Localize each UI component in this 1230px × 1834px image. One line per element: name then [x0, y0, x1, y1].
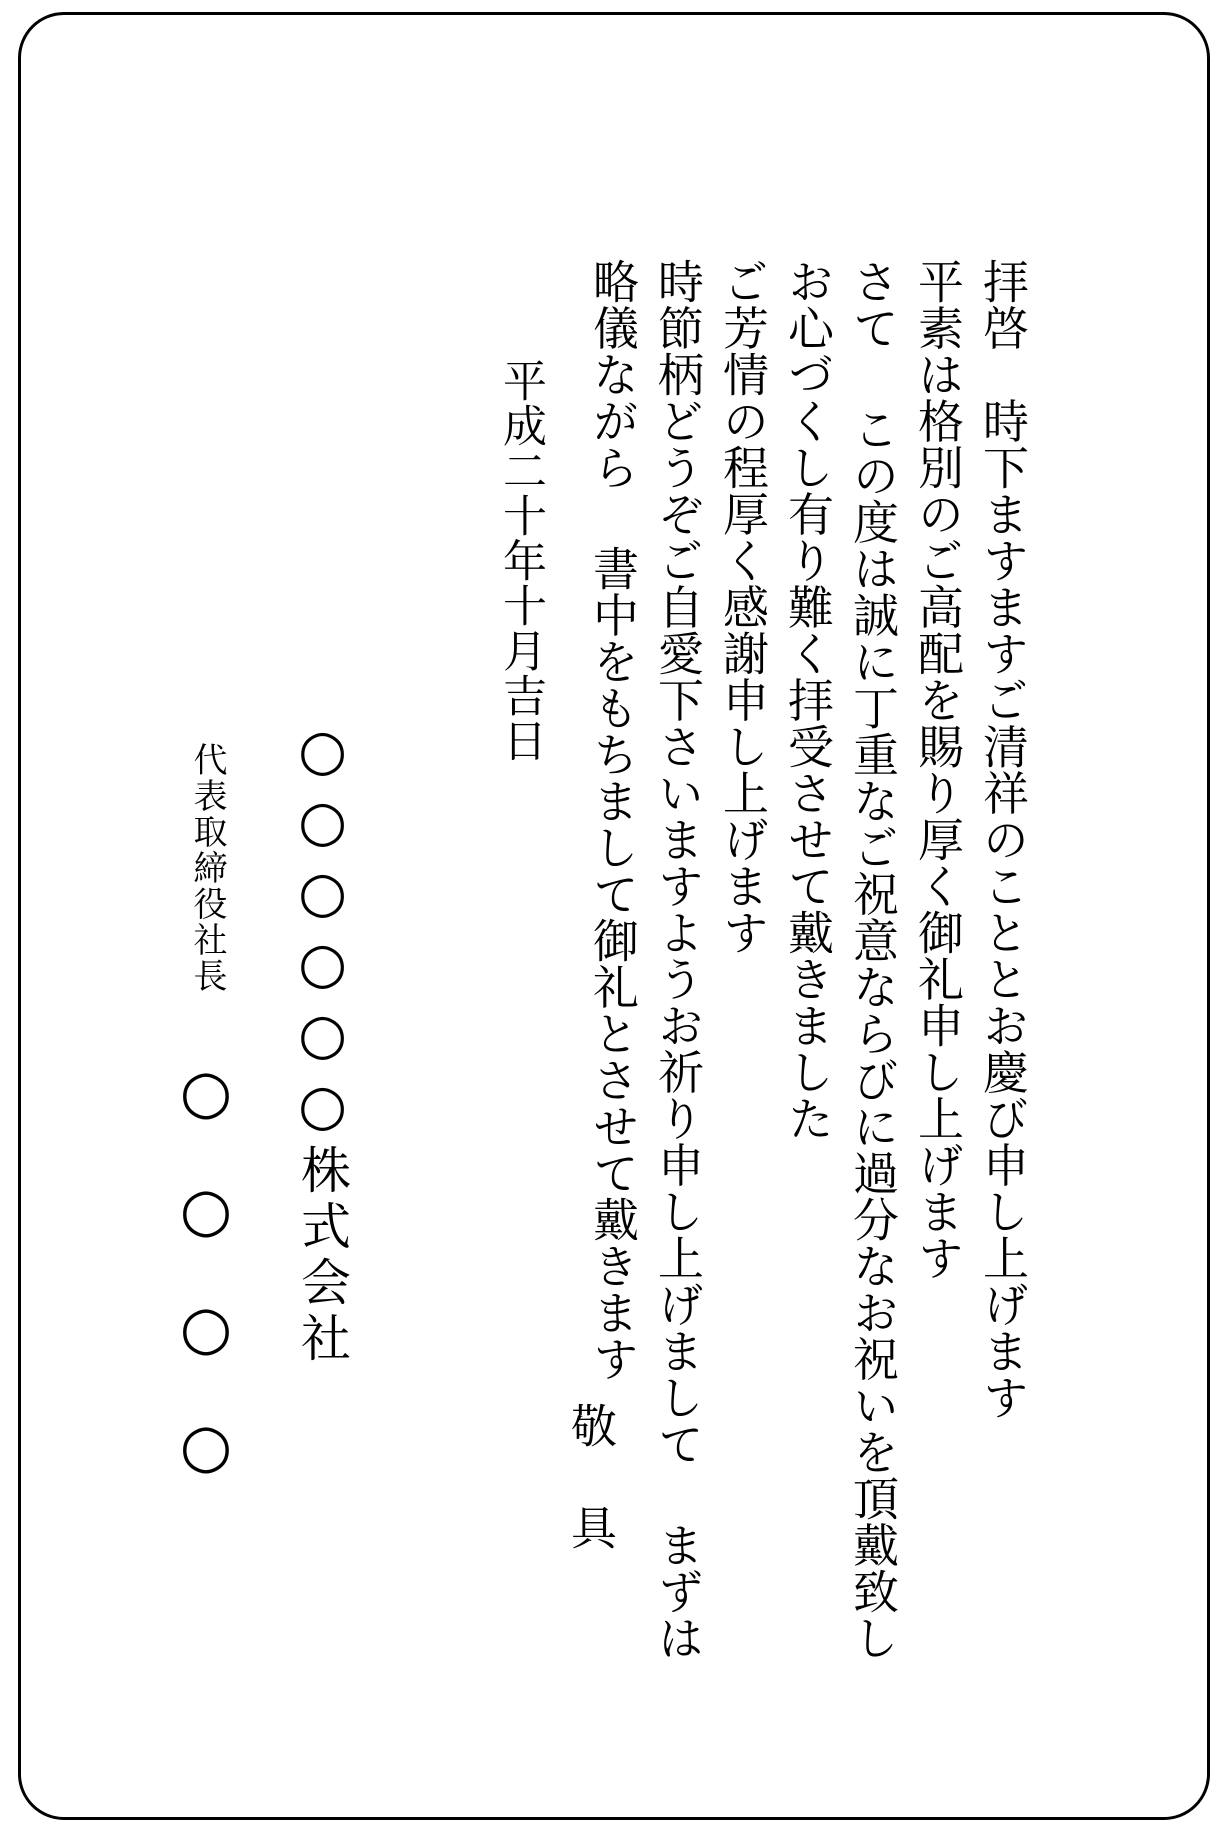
body-line-5: ご芳情の程厚く感謝申し上げます	[716, 258, 770, 956]
closing-salutation: 敬具	[564, 1402, 618, 1606]
body-line-2: 平素は格別のご高配を賜り厚く御礼申し上げます	[911, 258, 965, 1281]
sender-name-char: ○	[179, 1411, 233, 1481]
body-line-3: さて この度は誠に丁重なご祝意ならびに過分なお祝いを頂戴致し	[846, 258, 900, 1661]
body-line-6: 時節柄どうぞご自愛下さいますようお祈り申し上げまして まずは	[651, 258, 705, 1661]
body-line-4: お心づくし有り難く拝受させて戴きました	[781, 258, 835, 1142]
sender-name	[176, 1057, 236, 1481]
body-line-7: 略儀ながら 書中をもちまして御礼とさせて戴きます	[586, 258, 640, 1382]
sender-name-char: ○	[179, 1057, 233, 1127]
company-name-placeholder: ○○○○○○	[290, 718, 355, 1144]
company-name	[290, 718, 355, 1368]
sender-title: 代表取締役社長	[187, 742, 227, 994]
sender-name-char: ○	[179, 1175, 233, 1245]
sender-name-char: ○	[179, 1293, 233, 1363]
body-line-1: 拝啓 時下ますますご清祥のこととお慶び申し上げます	[976, 258, 1030, 1421]
company-name-suffix: 株式会社	[293, 1144, 351, 1368]
letter-date: 平成二十年十月吉日	[495, 358, 546, 763]
